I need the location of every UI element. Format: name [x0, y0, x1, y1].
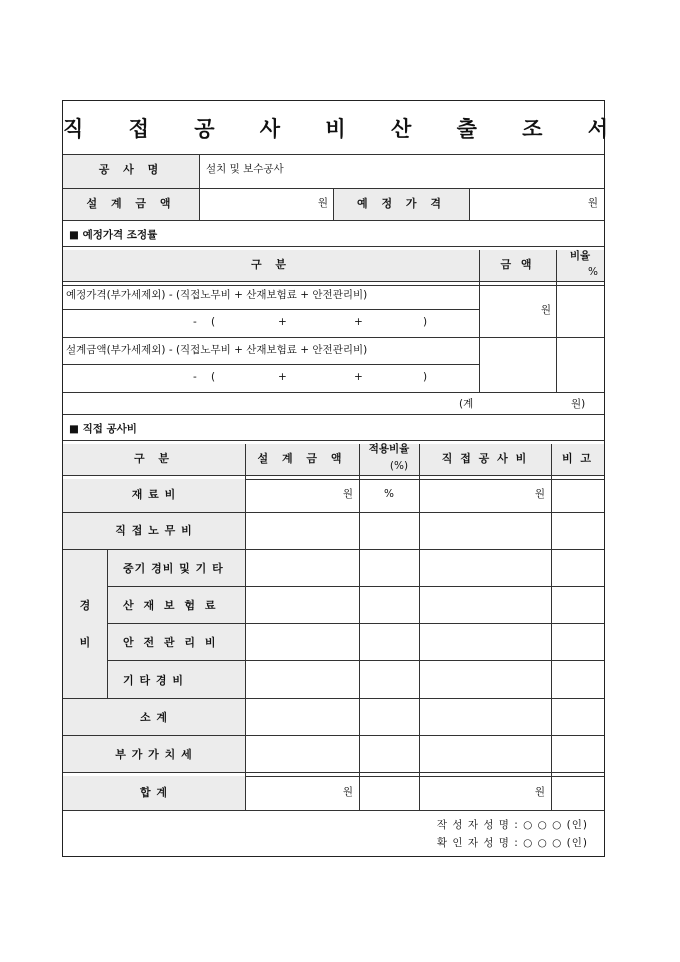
project-name-label: 공 사 명 — [98, 163, 164, 176]
adjustment-amount-unit: 원 — [540, 304, 551, 316]
section-direct-cost-title: ■ 직접 공사비 — [69, 423, 137, 435]
design-amount-formula-open: ( — [211, 371, 216, 383]
design-amount-formula: 설계금액(부가세제외) - (직접노무비 + 산재보험료 + 안전관리비) — [66, 344, 368, 356]
adjustment-ratio-header: 비율 — [569, 250, 591, 262]
materials-cost-label: 재 료 비 — [131, 488, 177, 501]
adjustment-total-open: (계 — [459, 398, 474, 410]
design-amount-formula-plus1: + — [278, 371, 287, 383]
section-adjustment-rate-title: ■ 예정가격 조정률 — [69, 229, 158, 241]
adjustment-amount-header: 금 액 — [500, 258, 535, 271]
applied-rate-unit: (%) — [389, 460, 409, 472]
adjustment-total-close: 원) — [571, 398, 586, 410]
estimated-price-formula-open: ( — [211, 316, 216, 328]
estimated-price-formula: 예정가격(부가세제외) - (직접노무비 + 산재보험료 + 안전관리비) — [66, 289, 368, 301]
direct-cost-category-header: 구 분 — [133, 452, 175, 465]
estimated-price-formula-dash: - — [193, 316, 197, 328]
materials-rate-unit: % — [384, 488, 394, 500]
direct-cost-header: 직 접 공 사 비 — [441, 452, 529, 465]
vat-label: 부 가 가 치 세 — [115, 748, 193, 761]
estimated-price-unit: 원 — [587, 197, 598, 209]
expense-group-label-1: 경 — [79, 599, 91, 612]
author-signature-line: 작 성 자 성 명 : ○ ○ ○ (인) — [436, 819, 588, 831]
subtotal-label: 소 계 — [139, 711, 169, 724]
total-direct-cost-unit: 원 — [534, 786, 545, 798]
verifier-signature-line: 확 인 자 성 명 : ○ ○ ○ (인) — [436, 837, 588, 849]
estimated-price-formula-close: ) — [423, 316, 428, 328]
adjustment-ratio-unit: % — [588, 266, 598, 278]
safety-management-cost-label: 안 전 관 리 비 — [123, 636, 219, 649]
industrial-insurance-label: 산 재 보 험 료 — [123, 599, 219, 612]
materials-direct-cost-unit: 원 — [534, 488, 545, 500]
total-design-amount-unit: 원 — [342, 786, 353, 798]
design-amount-label: 설 계 금 액 — [86, 197, 176, 210]
adjustment-category-header: 구 분 — [250, 258, 292, 271]
design-amount-formula-dash: - — [193, 371, 197, 383]
design-amount-formula-close: ) — [423, 371, 428, 383]
equipment-expense-label: 중기 경비 및 기 타 — [123, 562, 224, 575]
form-title: 직 접 공 사 비 산 출 조 서 — [63, 117, 628, 141]
total-label: 합 계 — [139, 786, 169, 799]
estimated-price-formula-plus1: + — [278, 316, 287, 328]
expense-group-label-2: 비 — [79, 636, 91, 649]
project-name-value: 설치 및 보수공사 — [206, 163, 284, 175]
direct-cost-design-amount-header: 설 계 금 액 — [257, 452, 347, 465]
other-expenses-label: 기 타 경 비 — [123, 674, 184, 687]
remarks-header: 비 고 — [561, 452, 594, 465]
direct-labor-cost-label: 직 접 노 무 비 — [115, 524, 193, 537]
materials-design-amount-unit: 원 — [342, 488, 353, 500]
design-amount-formula-plus2: + — [354, 371, 363, 383]
applied-rate-header: 적용비율 — [368, 443, 410, 455]
estimated-price-formula-plus2: + — [354, 316, 363, 328]
design-amount-unit: 원 — [317, 197, 328, 209]
estimated-price-label: 예 정 가 격 — [357, 197, 446, 210]
cost-calculation-form — [62, 100, 628, 857]
